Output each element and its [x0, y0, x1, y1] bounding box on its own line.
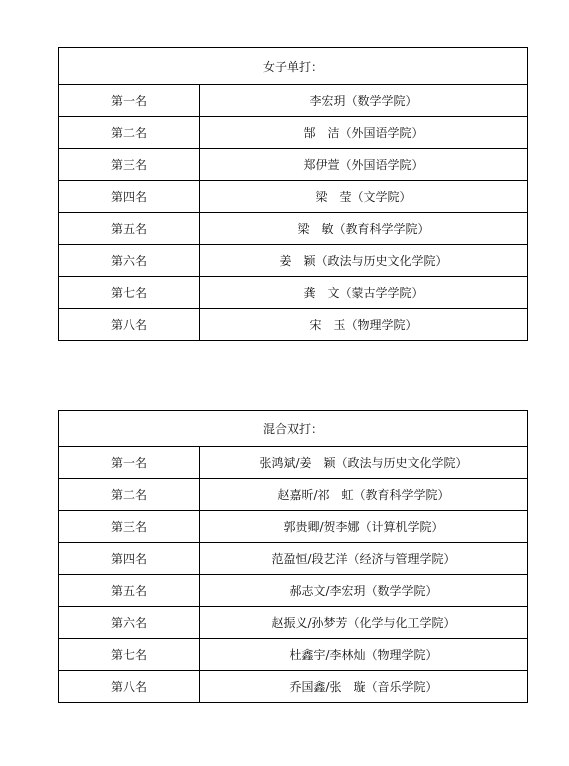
winner-cell: 郑伊萱（外国语学院）: [200, 149, 528, 181]
winner-cell: 梁 敏（教育科学学院）: [200, 213, 528, 245]
rank-cell: 第三名: [59, 149, 200, 181]
rank-cell: 第四名: [59, 181, 200, 213]
rank-cell: 第六名: [59, 245, 200, 277]
rank-cell: 第五名: [59, 213, 200, 245]
winner-cell: 赵嘉昕/祁 虹（教育科学学院）: [200, 479, 528, 511]
rank-cell: 第二名: [59, 479, 200, 511]
table-row: [59, 277, 528, 309]
rank-cell: 第三名: [59, 511, 200, 543]
table-row: [59, 479, 528, 511]
winner-cell: 姜 颖（政法与历史文化学院）: [200, 245, 528, 277]
rank-cell: 第五名: [59, 575, 200, 607]
table-title-row: [59, 411, 528, 447]
rank-cell: 第八名: [59, 671, 200, 703]
table-row: [59, 639, 528, 671]
table-row: [59, 245, 528, 277]
table-row: [59, 181, 528, 213]
table-title-row: [59, 48, 528, 85]
rank-cell: 第七名: [59, 277, 200, 309]
table-row: [59, 309, 528, 341]
rank-cell: 第八名: [59, 309, 200, 341]
table-row: [59, 575, 528, 607]
winner-cell: 郭贵卿/贺李娜（计算机学院）: [200, 511, 528, 543]
womens-singles-title: 女子单打：: [59, 48, 528, 85]
rank-cell: 第二名: [59, 117, 200, 149]
rank-cell: 第六名: [59, 607, 200, 639]
winner-cell: 龚 文（蒙古学学院）: [200, 277, 528, 309]
table-row: [59, 117, 528, 149]
winner-cell: 张鸿斌/姜 颖（政法与历史文化学院）: [200, 447, 528, 479]
winner-cell: 梁 莹（文学院）: [200, 181, 528, 213]
rank-cell: 第四名: [59, 543, 200, 575]
rank-cell: 第一名: [59, 447, 200, 479]
rank-cell: 第七名: [59, 639, 200, 671]
winner-cell: 赵振义/孙梦芳（化学与化工学院）: [200, 607, 528, 639]
winner-cell: 郝志文/李宏玥（数学学院）: [200, 575, 528, 607]
mixed-doubles-table: [58, 410, 528, 703]
winner-cell: 李宏玥（数学学院）: [200, 85, 528, 117]
rank-cell: 第一名: [59, 85, 200, 117]
womens-singles-table: [58, 47, 528, 341]
winner-cell: 杜鑫宇/李林灿（物理学院）: [200, 639, 528, 671]
winner-cell: 郜 洁（外国语学院）: [200, 117, 528, 149]
table-row: [59, 543, 528, 575]
winner-cell: 宋 玉（物理学院）: [200, 309, 528, 341]
table-row: [59, 213, 528, 245]
mixed-doubles-title: 混合双打：: [59, 411, 528, 447]
winner-cell: 范盈恒/段艺洋（经济与管理学院）: [200, 543, 528, 575]
table-row: [59, 671, 528, 703]
table-row: [59, 511, 528, 543]
table-row: [59, 149, 528, 181]
table-row: [59, 607, 528, 639]
winner-cell: 乔国鑫/张 璇（音乐学院）: [200, 671, 528, 703]
table-row: [59, 85, 528, 117]
table-row: [59, 447, 528, 479]
